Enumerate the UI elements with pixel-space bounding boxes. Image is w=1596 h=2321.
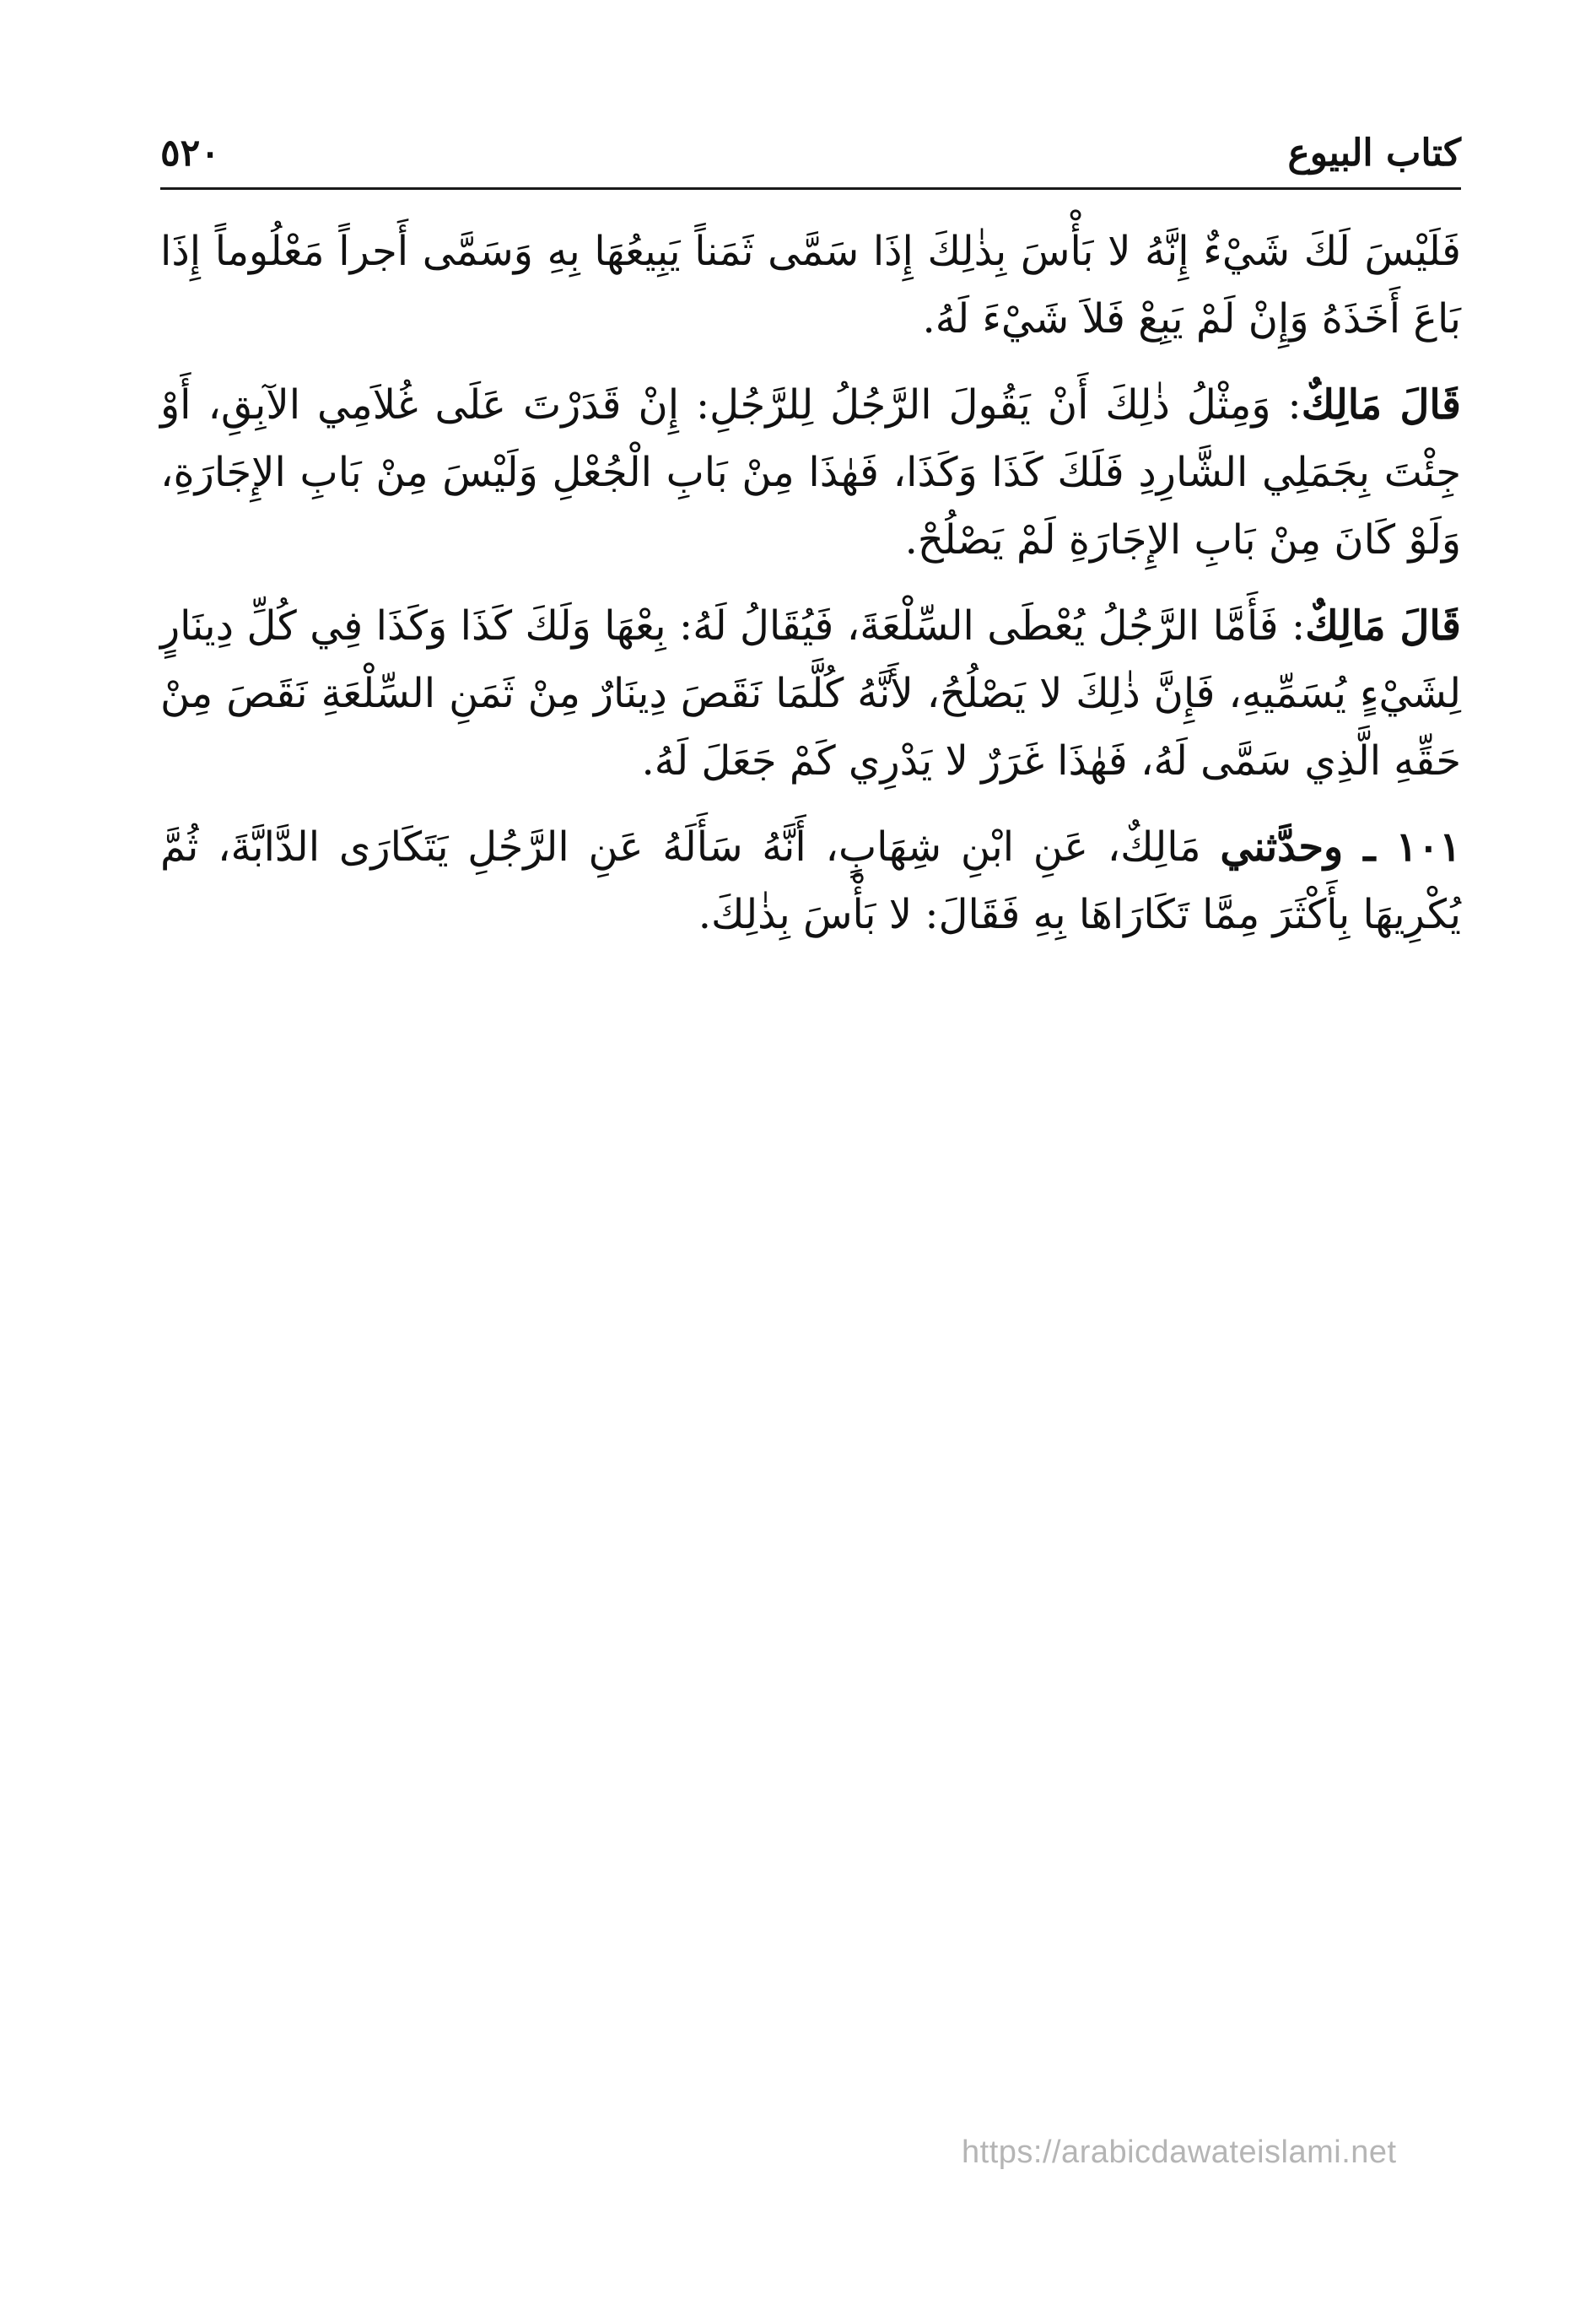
running-title: كتاب البيوع (1287, 132, 1461, 175)
page-header (160, 127, 1461, 190)
paragraph-text: فَلَيْسَ لَكَ شَيْءٌ إِنَّهُ لا بَأْسَ بِذٰلِكَ إِذَا سَمَّى ثَمَناً يَبِيعُهَا بِهِ وَسَمَّى أَجراً مَعْلُوماً إِذَا بَاعَ أَخَذَهُ وَإِنْ لَمْ يَبِعْ فَلاَ شَيْءَ لَهُ. (160, 228, 1462, 343)
page-number: ٥٢٠ (160, 132, 220, 175)
paragraph-continuation (160, 218, 1461, 353)
paragraph-lead: ١٠١ ـ وحدَّثني (1220, 823, 1461, 871)
paragraph-text: مَالِكٌ، عَنِ ابْنِ شِهَابٍ، أَنَّهُ سَأَلَهُ عَنِ الرَّجُلِ يَتَكَارَى الدَّابَّةَ، ثُمَّ يُكْرِيهَا بِأَكْثَرَ مِمَّا تَكَارَاهَا بِهِ فَقَالَ: لا بَأْسَ بِذٰلِكَ. (160, 823, 1461, 938)
watermark-url: https://arabicdawateislami.net (962, 2135, 1397, 2170)
paragraph-lead: قَالَ مَالِكٌ (1305, 602, 1461, 650)
paragraph-hadith-101 (160, 813, 1461, 948)
paragraph-lead: قَالَ مَالِكٌ (1301, 381, 1461, 429)
paragraph-malik-saying-2 (160, 592, 1461, 795)
paragraph-text: : وَمِثْلُ ذٰلِكَ أَنْ يَقُولَ الرَّجُلُ لِلرَّجُلِ: إِنْ قَدَرْتَ عَلَى غُلاَمِي الآبِقِ، أَوْ جِئْتَ بِجَمَلِي الشَّارِدِ فَلَكَ كَذَا وَكَذَا، فَهٰذَا مِنْ بَابِ الْجُعْلِ وَلَيْسَ مِنْ بَابِ الإِجَارَةِ، وَلَوْ كَانَ مِنْ بَابِ الإِجَارَةِ لَمْ يَصْلُحْ. (160, 381, 1461, 564)
paragraph-text: : فَأَمَّا الرَّجُلُ يُعْطَى السِّلْعَةَ، فَيُقَالُ لَهُ: بِعْهَا وَلَكَ كَذَا وَكَذَا فِي كُلِّ دِينَارٍ لِشَيْءٍ يُسَمِّيهِ، فَإِنَّ ذٰلِكَ لا يَصْلُحُ، لأَنَّهُ كُلَّمَا نَقَصَ دِينَارٌ مِنْ ثَمَنِ السِّلْعَةِ نَقَصَ مِنْ حَقِّهِ الَّذِي سَمَّى لَهُ، فَهٰذَا غَرَرٌ لا يَدْرِي كَمْ جَعَلَ لَهُ. (160, 602, 1461, 785)
body-text (160, 218, 1461, 967)
paragraph-malik-saying-1 (160, 371, 1461, 574)
